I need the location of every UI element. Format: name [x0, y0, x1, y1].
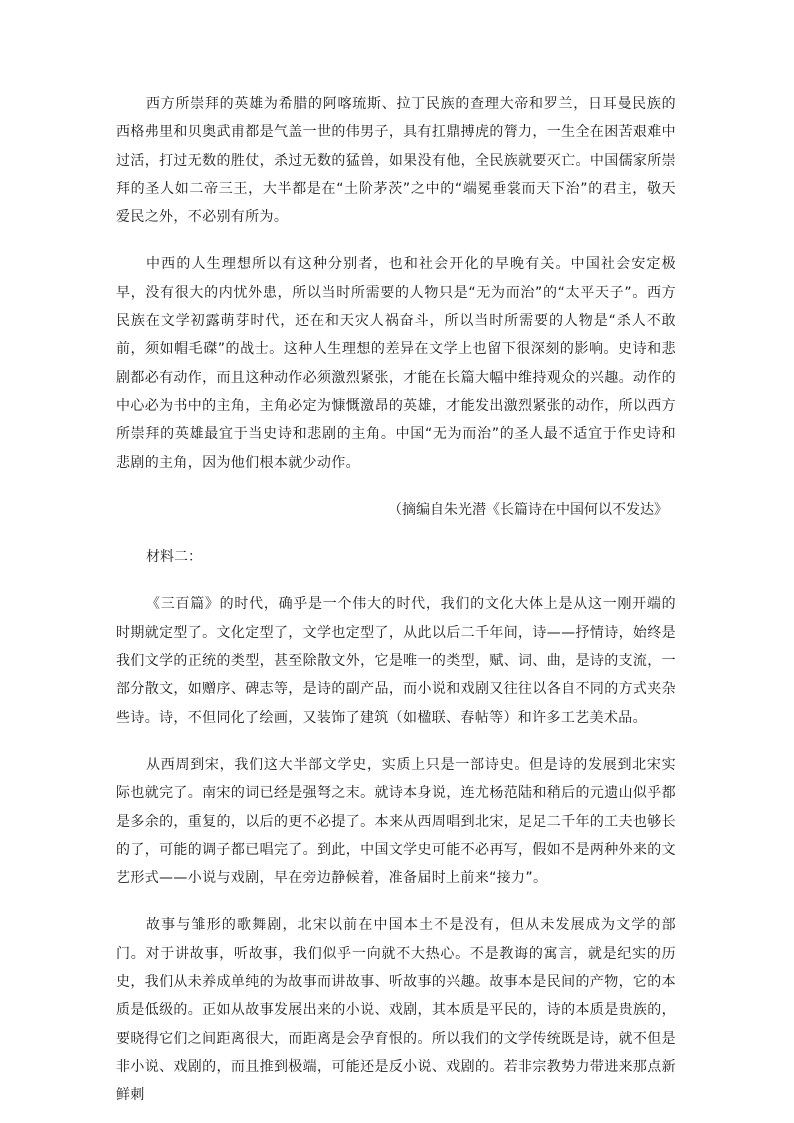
material-two-label: 材料二： [146, 549, 202, 566]
paragraph-life-ideals: 中西的人生理想所以有这种分别者，也和社会开化的早晚有关。中国社会安定极早，没有很大的内忧外患，所以当时所需要的人物只是“无为而治”的“太平天子”。西方民族在文学初露萌芽时代，还在和天灾人祸奋斗，所以当时所需要的人物是“杀人不敢前，须如帽毛磔”的战士。这种人生理想的差异在文学上也留下很深刻的影响。史诗和悲剧都必有动作，而且这种动作必须激烈紧张，才能在长篇大幅中维持观众的兴趣。动作的中心必为书中的主角，主角必定为慷慨激昂的英雄，才能发出激烈紧张的动作，所以西方所崇拜的英雄最宜于当史诗和悲剧的主角。中国“无为而治”的圣人最不适宜于作史诗和悲剧的主角，因为他们根本就少动作。 [116, 256, 676, 471]
document-body [116, 90, 676, 1110]
paragraph-story-and-drama: 故事与雏形的歌舞剧，北宋以前在中国本土不是没有，但从未发展成为文学的部门。对于讲故事，听故事，我们似乎一向就不大热心。不是教诲的寓言，就是纪实的历史，我们从未养成单纯的为故事而讲故事、听故事的兴趣。故事本是民间的产物，它的本质是低级的。正如从故事发展出来的小说、戏剧，其本质是平民的，诗的本质是贵族的，要晓得它们之间距离很大，而距离是会孕育恨的。所以我们的文学传统既是诗，就不但是非小说、戏剧的，而且推到极端，可能还是反小说、戏剧的。若非宗教势力带进来那点新鲜刺 [116, 917, 676, 1104]
paragraph-western-heroes: 西方所崇拜的英雄为希腊的阿喀琉斯、拉丁民族的查理大帝和罗兰，日耳曼民族的西格弗里和贝奥武甫都是气盖一世的伟男子，具有扛鼎搏虎的膂力，一生全在困苦艰难中过活，打过无数的胜仗，杀过无数的猛兽，如果没有他，全民族就要灭亡。中国儒家所崇拜的圣人如二帝三王，大半都是在“土阶茅茨”之中的“端冕垂裳而天下治”的君主，敬天爱民之外，不必别有所为。 [116, 96, 676, 226]
paragraph-poetry-history: 从西周到宋，我们这大半部文学史，实质上只是一部诗史。但是诗的发展到北宋实际也就完了。南宋的词已经是强弩之末。就诗本身说，连尤杨范陆和稍后的元遗山似乎都是多余的，重复的，以后的更不必提了。本来从西周唱到北宋，足足二千年的工夫也够长的了，可能的调子都已唱完了。到此，中国文学史可能不必再写，假如不是两种外来的文艺形式——小说与戏剧，早在旁边静候着，准备届时上前来“接力”。 [116, 756, 676, 887]
source-citation: （摘编自朱光潜《长篇诗在中国何以不发达》 [388, 501, 668, 518]
paragraph-three-hundred-poems: 《三百篇》的时代，确乎是一个伟大的时代，我们的文化大体上是从这一刚开端的时期就定型了。文化定型了，文学也定型了，从此以后二千年间，诗——抒情诗，始终是我们文学的正统的类型，甚至除散文外，它是唯一的类型，赋、词、曲，是诗的支流，一部分散文，如赠序、碑志等，是诗的副产品，而小说和戏剧又往往以各自不同的方式夹杂些诗。诗，不但同化了绘画，又装饰了建筑（如楹联、春帖等）和许多工艺美术品。 [116, 596, 676, 726]
